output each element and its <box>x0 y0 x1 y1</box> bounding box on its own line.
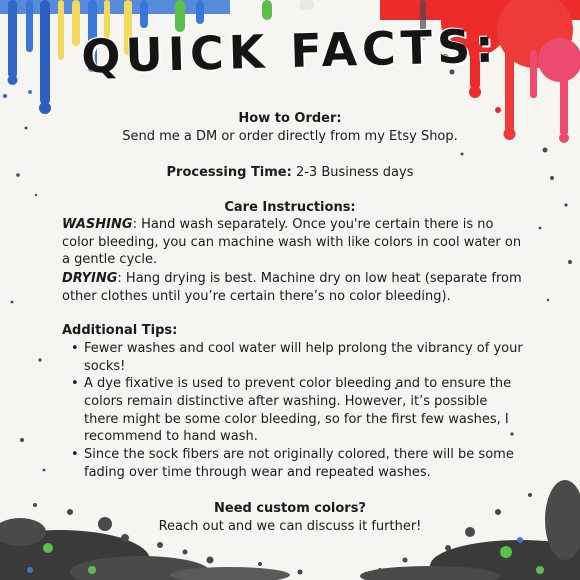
washing-paragraph <box>62 216 522 269</box>
washing-text: : Hand wash separately. Once you're certain there is no color bleeding, you can machine wash with like colors in cool water on a gentle cycle. <box>62 217 522 268</box>
page-title: QUICK FACTS: <box>80 18 500 84</box>
drying-text: : Hang drying is best. Machine dry on low heat (separate from other clothes until you’re certain there’s no color bleeding). <box>62 271 522 304</box>
list-item: • Since the sock fibers are not originally colored, there will be some fading over time through wear and repeated washes. <box>62 446 524 481</box>
washing-label: WASHING <box>62 217 133 232</box>
drying-label: DRYING <box>62 271 118 286</box>
list-item: • A dye fixative is used to prevent color bleeding and to ensure the colors remain distinctive after washing. However, it’s possible there might be some color bleeding, so for the first few washes, I recommend to hand wash. <box>62 375 524 445</box>
drying-paragraph <box>62 270 522 305</box>
processing-label: Processing Time: <box>166 165 292 180</box>
tips-heading: Additional Tips: <box>62 323 178 338</box>
order-heading: How to Order: <box>238 111 342 126</box>
processing-value: 2-3 Business days <box>291 165 414 180</box>
custom-text: Reach out and we can discuss it further! <box>158 519 422 534</box>
list-item: • Fewer washes and cool water will help prolong the vibrancy of your socks! <box>62 340 524 375</box>
care-heading: Care Instructions: <box>224 200 356 215</box>
processing-time <box>20 164 560 181</box>
order-text: Send me a DM or order directly from my Etsy Shop. <box>122 129 458 144</box>
custom-heading: Need custom colors? <box>214 501 366 516</box>
tips-list <box>62 340 524 481</box>
